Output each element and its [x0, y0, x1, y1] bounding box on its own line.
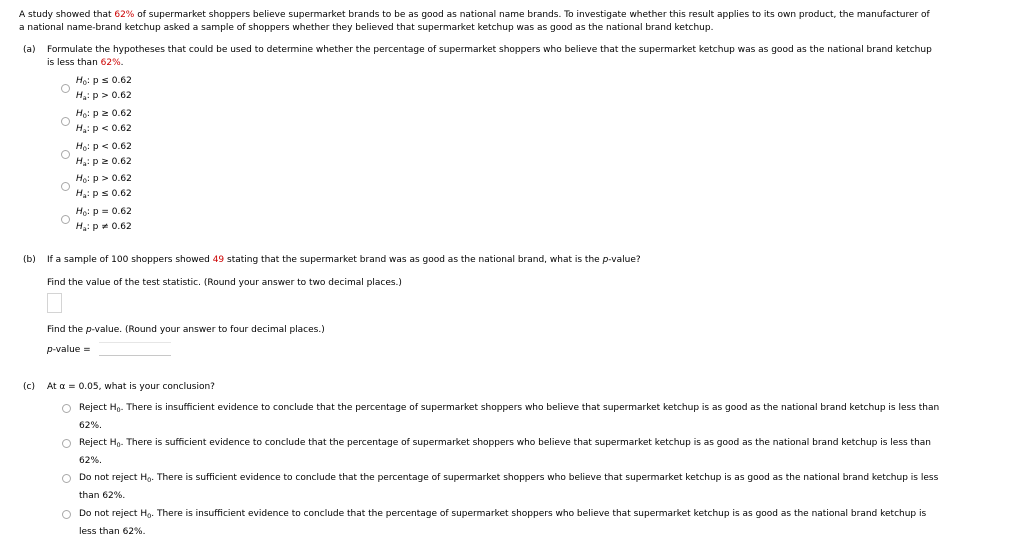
radio-button[interactable] — [62, 439, 71, 448]
p-value-label: p-value = — [47, 345, 91, 355]
radio-button[interactable] — [61, 84, 70, 93]
part-b-label: (b) — [23, 255, 36, 265]
radio-button[interactable] — [61, 215, 70, 224]
intro-percent: 62% — [114, 10, 135, 20]
part-c-label: (c) — [23, 382, 35, 392]
test-statistic-prompt: Find the value of the test statistic. (Round your answer to two decimal places.) — [47, 278, 402, 288]
part-a-question-line-2: is less than 62%. — [47, 58, 124, 68]
radio-button[interactable] — [61, 117, 70, 126]
intro-line-1: A study showed that 62% of supermarket shoppers believe supermarket brands to be as good as national name brands. To investigate whether this result applies to its own product, the manufacturer of — [19, 10, 930, 20]
part-c-question: At α = 0.05, what is your conclusion? — [47, 382, 215, 392]
test-statistic-input[interactable] — [47, 293, 62, 313]
intro-line-2: a national name-brand ketchup asked a sample of shoppers whether they believed that supermarket ketchup was as good as the national brand ketchup. — [19, 23, 714, 33]
part-a-label: (a) — [23, 45, 36, 55]
p-value-input[interactable] — [99, 342, 171, 356]
part-a-question-line-1: Formulate the hypotheses that could be used to determine whether the percentage of supermarket shoppers who believe that the supermarket ketchup was as good as the national brand ketchup — [47, 45, 932, 55]
radio-button[interactable] — [62, 510, 71, 519]
p-value-prompt: Find the p-value. (Round your answer to four decimal places.) — [47, 325, 325, 335]
part-b-question: If a sample of 100 shoppers showed 49 stating that the supermarket brand was as good as the national brand, what is the p-value? — [47, 255, 641, 265]
radio-button[interactable] — [61, 182, 70, 191]
radio-button[interactable] — [62, 474, 71, 483]
radio-button[interactable] — [62, 404, 71, 413]
radio-button[interactable] — [61, 150, 70, 159]
